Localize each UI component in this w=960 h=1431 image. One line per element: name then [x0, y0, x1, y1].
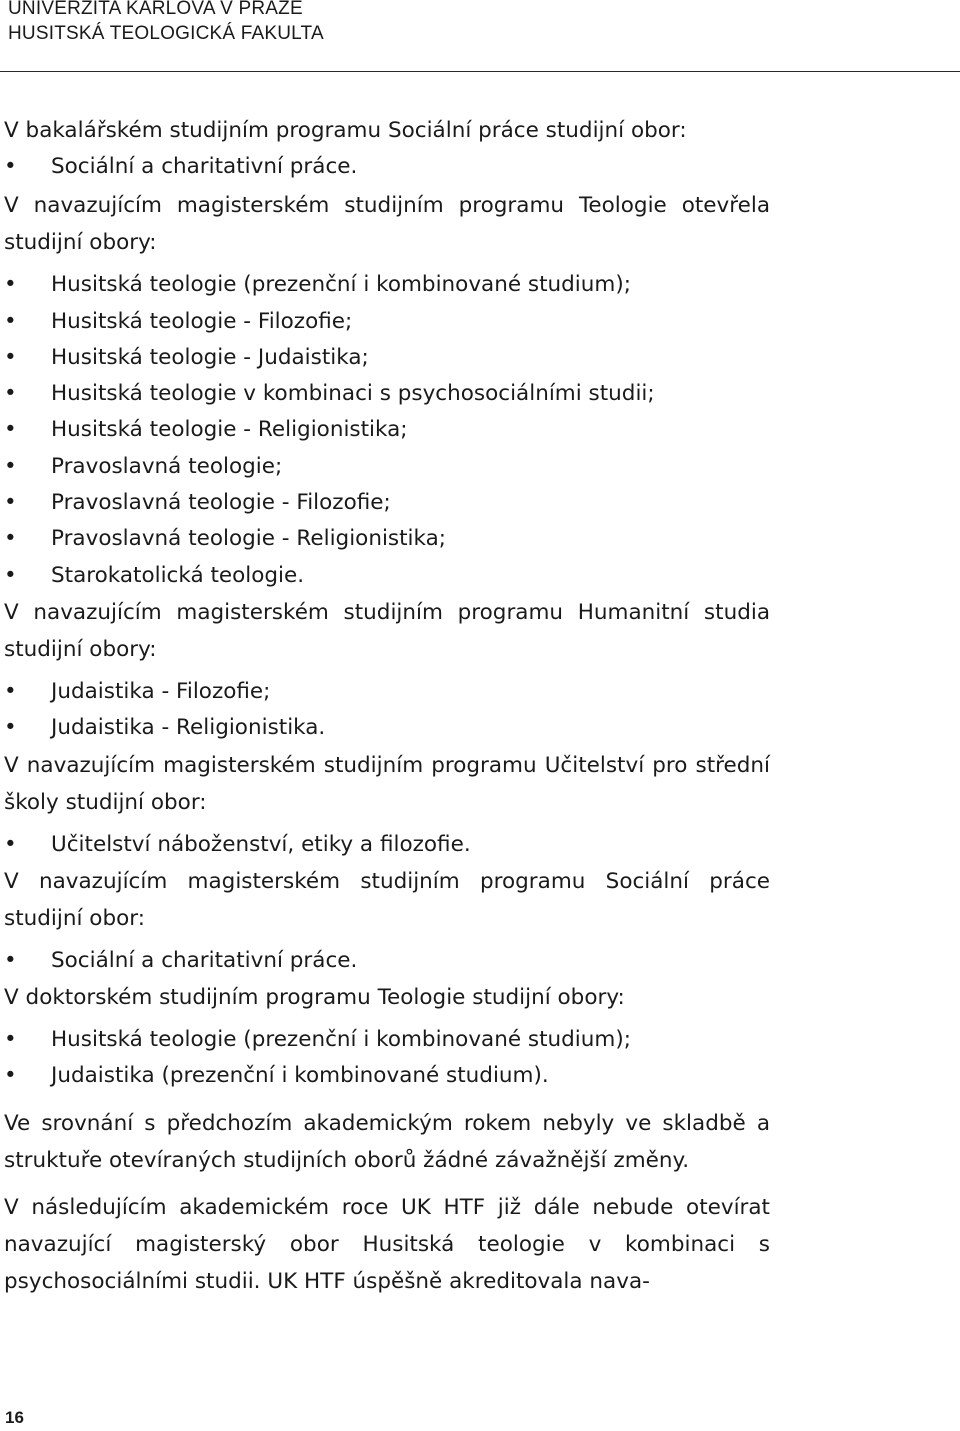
list-item-text: Učitelství náboženství, etiky a filozofie. [51, 831, 471, 857]
list-item-text: Judaistika (prezenční i kombinované studium). [51, 1063, 549, 1089]
bullet-icon: • [4, 831, 17, 857]
list-item [4, 521, 770, 557]
bullet-icon: • [4, 1027, 17, 1053]
list-item-text: Pravoslavná teologie; [51, 453, 283, 479]
theology-fields-list [4, 267, 770, 594]
list-item [4, 304, 770, 340]
list-item-text: Sociální a charitativní práce. [51, 947, 358, 973]
paragraph-comparison: Ve srovnání s předchozím akademickým rokem nebyly ve skladbě a struktuře otevíraných studijních oborů žádné závažnější změny. [4, 1110, 770, 1173]
university-name: UNIVERZITA KARLOVA V PRAZE [8, 0, 303, 19]
list-item-text: Husitská teologie - Religionistika; [51, 417, 408, 443]
bullet-icon: • [4, 715, 17, 741]
list-item-text: Husitská teologie - Filozofie; [51, 308, 353, 334]
list-item [4, 558, 770, 594]
social-master-fields-list [4, 943, 770, 979]
list-item-text: Husitská teologie (prezenční i kombinované studium); [51, 272, 631, 298]
bullet-icon: • [4, 490, 17, 516]
bullet-icon: • [4, 526, 17, 552]
list-item [4, 827, 770, 863]
list-item-text: Husitská teologie - Judaistika; [51, 344, 369, 370]
faculty-name: HUSITSKÁ TEOLOGICKÁ FAKULTA [8, 23, 324, 44]
bullet-icon: • [4, 453, 17, 479]
list-item [4, 412, 770, 448]
list-item [4, 1022, 770, 1058]
list-item-text: Husitská teologie v kombinaci s psychosociálními studii; [51, 381, 655, 407]
bullet-icon: • [4, 562, 17, 588]
intro-bachelor: V bakalářském studijním programu Sociální práce studijní obor: [4, 118, 687, 143]
intro-theology: V navazujícím magisterském studijním programu Teologie otevřela studijní obory: [4, 193, 770, 256]
bullet-icon: • [4, 947, 17, 973]
page-content [4, 112, 770, 1300]
bullet-icon: • [4, 154, 17, 179]
intro-teaching: V navazujícím magisterském studijním programu Učitelství pro střední školy studijní obor: [4, 752, 770, 815]
list-item-text: Pravoslavná teologie - Filozofie; [51, 490, 391, 516]
doctoral-fields-list [4, 1022, 770, 1095]
bullet-icon: • [4, 344, 17, 370]
list-item-text: Husitská teologie (prezenční i kombinované studium); [51, 1027, 631, 1053]
paragraph-next-year: V následujícím akademickém roce UK HTF již dále nebude otevírat navazující magisterský obor Husitská teologie v kombinaci s psychosociálními studii. UK HTF úspěšně akreditovala nava- [4, 1194, 770, 1294]
list-item-text: Sociální a charitativní práce. [51, 154, 358, 179]
list-item [4, 1058, 770, 1094]
list-item [4, 710, 770, 746]
list-item [4, 449, 770, 485]
list-item [4, 943, 770, 979]
intro-social-master: V navazujícím magisterském studijním programu Sociální práce studijní obor: [4, 868, 770, 931]
list-item [4, 340, 770, 376]
bullet-icon: • [4, 381, 17, 407]
teaching-fields-list [4, 827, 770, 863]
bullet-icon: • [4, 272, 17, 298]
bullet-icon: • [4, 308, 17, 334]
bullet-icon: • [4, 417, 17, 443]
humanities-fields-list [4, 674, 770, 747]
intro-humanities: V navazujícím magisterském studijním programu Humanitní studia studijní obory: [4, 599, 770, 662]
faculty-header [8, 0, 324, 46]
list-item-text: Judaistika - Filozofie; [51, 678, 271, 704]
list-item [4, 674, 770, 710]
header-divider [0, 71, 960, 72]
page-number: 16 [5, 1408, 24, 1427]
list-item [4, 267, 770, 303]
bachelor-fields-list [4, 149, 770, 185]
list-item-text: Starokatolická teologie. [51, 562, 305, 588]
bullet-icon: • [4, 678, 17, 704]
list-item-text: Judaistika - Religionistika. [51, 715, 326, 741]
list-item [4, 149, 770, 185]
list-item [4, 485, 770, 521]
bullet-icon: • [4, 1063, 17, 1089]
list-item-text: Pravoslavná teologie - Religionistika; [51, 526, 447, 552]
intro-doctoral: V doktorském studijním programu Teologie studijní obory: [4, 985, 625, 1011]
list-item [4, 376, 770, 412]
